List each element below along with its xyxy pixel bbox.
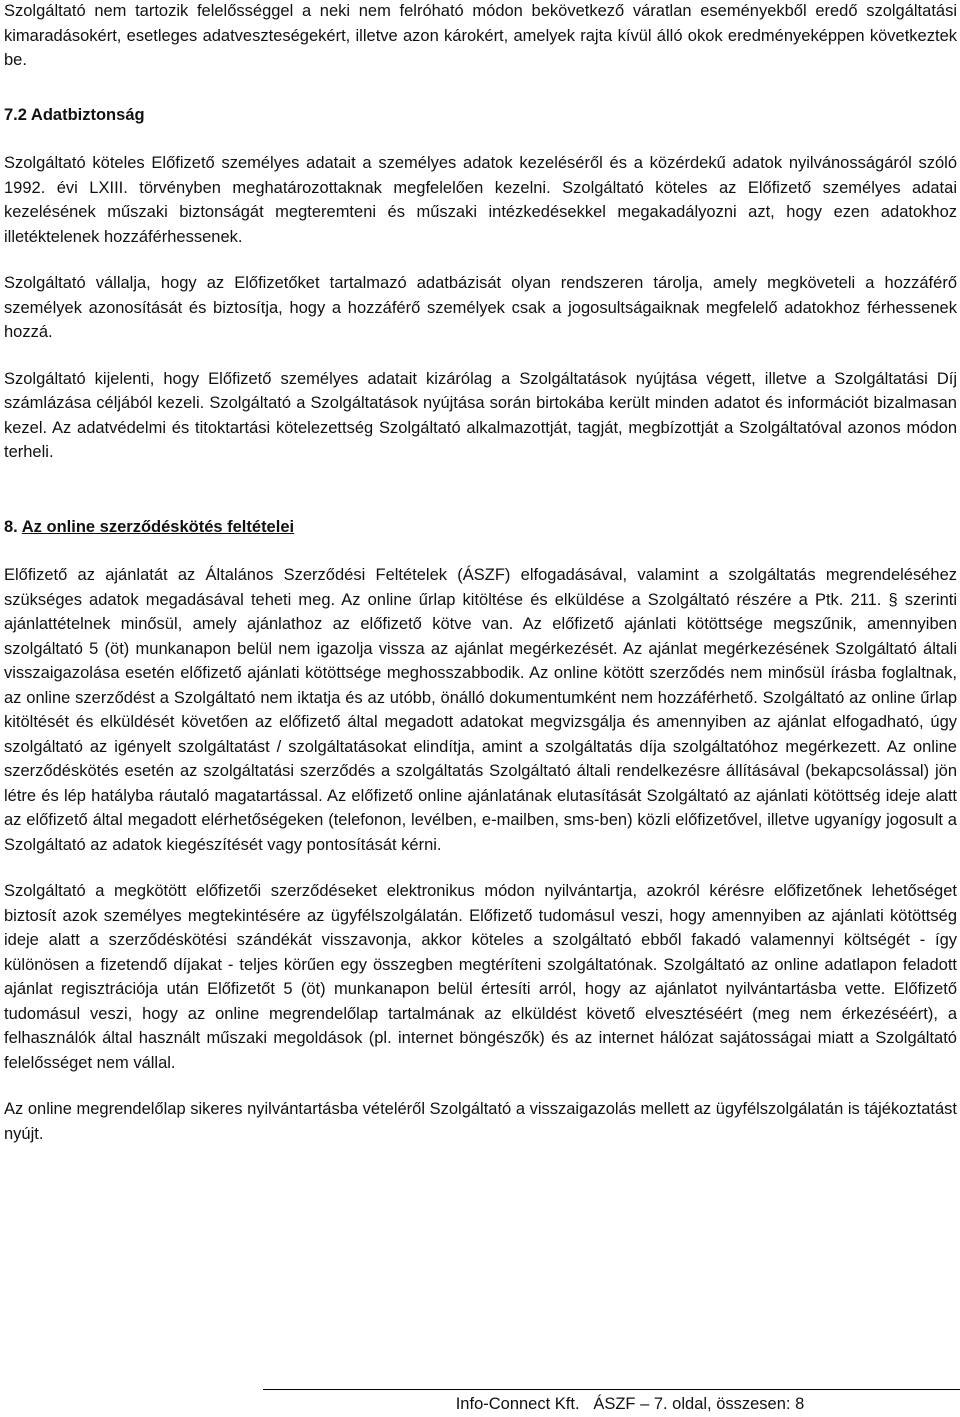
page-footer — [0, 1392, 960, 1417]
footer-company: Info-Connect Kft. — [455, 1395, 580, 1413]
document-page — [4, 0, 957, 1146]
footer-divider — [263, 1389, 960, 1390]
section-8-title: Az online szerződéskötés feltételei — [21, 517, 295, 536]
section-7-2-paragraph: Szolgáltató köteles Előfizető személyes adatait a személyes adatok kezeléséről és a közérdekű adatok nyilvánosságáról szóló 1992. évi LXIII. törvényben meghatározottaknak megfelelően kezelni. Szolgáltató köteles az Előfizető személyes adatai kezelésének műszaki biztonságát megteremteni és műszaki intézkedésekkel megakadályozni azt, hogy ezen adatokhoz illetéktelenek hozzáférhessenek. — [4, 154, 957, 246]
intro-paragraph: Szolgáltató nem tartozik felelősséggel a neki nem felróható módon bekövetkező váratlan eseményekből eredő szolgáltatási kimaradásokért, esetleges adatveszteségekért, illetve azon károkért, amelyek rajta kívül álló okok eredményeképpen következtek be. — [4, 2, 957, 69]
section-7-2-paragraph: Szolgáltató vállalja, hogy az Előfizetőket tartalmazó adatbázisát olyan rendszeren tárolja, amely megköveteli a hozzáférő személyek azonosítását és biztosítja, hogy a hozzáférő személyek csak a jogosultságaiknak megfelelő adatokhoz férhessenek hozzá. — [4, 274, 957, 341]
section-7-2-paragraph: Szolgáltató kijelenti, hogy Előfizető személyes adatait kizárólag a Szolgáltatások nyújtása végett, illetve a Szolgáltatási Díj számlázása céljából kezeli. Szolgáltató a Szolgáltatások nyújtása során birtokába került minden adatot és információt bizalmasan kezel. Az adatvédelmi és titoktartási kötelezettség Szolgáltató alkalmazottját, tagját, megbízottját a Szolgáltatóval azonos módon terheli. — [4, 369, 957, 461]
section-7-2-heading: 7.2 Adatbiztonság — [4, 105, 145, 124]
section-8-heading — [4, 515, 957, 540]
section-8-paragraph: Az online megrendelőlap sikeres nyilvántartásba vételéről Szolgáltató a visszaigazolás mellett az ügyfélszolgálatán is tájékoztatást nyújt. — [4, 1100, 957, 1143]
section-8-paragraph: Szolgáltató a megkötött előfizetői szerződéseket elektronikus módon nyilvántartja, azokról kérésre előfizetőnek lehetőséget biztosít azok személyes megtekintésére az ügyfélszolgálatán. Előfizető tudomásul veszi, hogy amennyiben az ajánlati kötöttség ideje alatt a szerződéskötési szándékát visszavonja, akkor köteles a szolgáltató ebből fakadó valamennyi költségét - így különösen a fizetendő díjakat - teljes körűen egy összegben megtéríteni szolgáltatónak. Szolgáltató az online adatlapon feladott ajánlat regisztrációja után Előfizetőt 5 (öt) munkanapon belül értesíti arról, hogy az ajánlatot nyilvántartásba vette. Előfizető tudomásul veszi, hogy az online megrendelőlap tartalmának az elküldést követő elvesztéséért (meg nem érkezéséért), a felhasználók által használt műszaki megoldások (pl. internet böngészők) és az internet hálózat sajátosságai miatt a Szolgáltató felelősséget nem vállal. — [4, 882, 957, 1072]
section-8-paragraph: Előfizető az ajánlatát az Általános Szerződési Feltételek (ÁSZF) elfogadásával, valamint a szolgáltatás megrendeléséhez szükséges adatok megadásával teheti meg. Az online űrlap kitöltése és elküldése a Szolgáltató részére a Ptk. 211. § szerinti ajánlattételnek minősül, amely ajánlathoz az előfizető kötve van. Az előfizető ajánlati kötöttsége megszűnik, amennyiben szolgáltató 5 (öt) munkanapon belül nem igazolja vissza az ajánlat megérkezését. Az ajánlat megérkezésének Szolgáltató általi visszaigazolása esetén előfizető ajánlati kötöttsége meghosszabbodik. Az online kötött szerződés nem minősül írásba foglaltnak, az online szerződést a Szolgáltató nem iktatja és az utóbb, önálló dokumentumként nem hozzáférhető. Szolgáltató az online űrlap kitöltését és elküldését követően az előfizető által megadott adatokat megvizsgálja és amennyiben az ajánlat elfogadható, úgy szolgáltató az igényelt szolgáltatást / szolgáltatásokat elindítja, amint a szolgáltatás díja szolgáltatóhoz megérkezett. Az online szerződéskötés esetén az szolgáltatási szerződés a szolgáltatás Szolgáltató általi rendelkezésre állításával (bekapcsolással) jön létre és lép hatályba ráutaló magatartással. Az előfizető online ajánlatának elutasítását Szolgáltató az ajánlati kötöttség ideje alatt az előfizető által megadott elérhetőségeken (telefonon, levélben, e-mailben, sms-ben) közli előfizetővel, illetve ugyanígy jogosult a Szolgáltató az adatok kiegészítését vagy pontosítását kérni. — [4, 566, 957, 854]
footer-doc-info: ÁSZF – 7. oldal, összesen: 8 — [593, 1395, 805, 1413]
section-8-number: 8. — [4, 517, 18, 536]
